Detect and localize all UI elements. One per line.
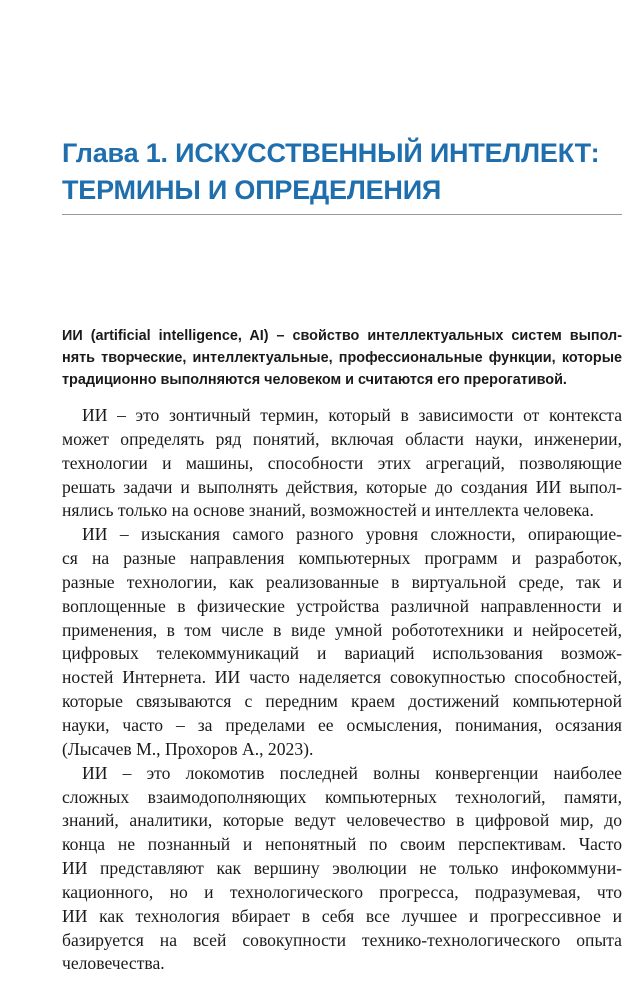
paragraph-line: (Лысачев М., Прохоров А., 2023). [62,738,314,759]
paragraph-line: разные технологии, как реализованные в виртуальной среде, так и [62,571,622,592]
paragraph-line: воплощенные в физические устройства различной направленности и [62,595,622,616]
chapter-title-line: ТЕРМИНЫ И ОПРЕДЕЛЕНИЯ [62,175,442,205]
paragraph-line: применения, в том числе в виде умной робототехники и нейросетей, [62,619,622,640]
paragraph-line: ИИ как технология вбирает в себя все лучшее и прогрессивное и [62,905,622,926]
paragraph-line: ИИ – изыскания самого разного уровня сложности, опирающие- [82,524,622,545]
paragraph-line: ностей Интернета. ИИ часто наделяется совокупностью способностей, [62,667,622,688]
paragraph-line: базируется на всей совокупности технико-технологического опыта [62,929,622,950]
paragraph-line: может определять ряд понятий, включая области науки, инженерии, [62,428,622,449]
title-divider [62,214,622,215]
paragraph-line: ИИ представляют как вершину эволюции не только инфокоммуни- [62,858,622,879]
paragraph-line: знаний, аналитики, которые ведут человечество в цифровой мир, до [62,810,622,831]
paragraph-line: кационного, но и технологического прогресса, подразумевая, что [62,881,622,902]
paragraph-line: цифровых телекоммуникаций и вариаций использования возмож- [62,643,622,664]
paragraph-line: ИИ – это локомотив последней волны конвергенции наиболее [82,762,622,783]
paragraph-2 [62,523,622,761]
paragraph-line: сложных взаимодополняющих компьютерных технологий, памяти, [62,786,622,807]
paragraph-line: человечества. [62,953,165,974]
body-text [62,404,622,976]
paragraph-3 [62,762,622,977]
chapter-title [62,135,622,209]
paragraph-line: нялись только на основе знаний, возможностей и интеллекта человека. [62,500,594,521]
paragraph-line: ИИ – это зонтичный термин, который в зависимости от контекста [82,405,622,425]
paragraph-line: технологии и машины, способности этих агрегаций, позволяющие [62,452,622,473]
chapter-title-line: Глава 1. ИСКУССТВЕННЫЙ ИНТЕЛЛЕКТ: [62,138,600,168]
paragraph-line: решать задачи и выполнять действия, которые до создания ИИ выпол- [62,476,622,497]
definition-line: нять творческие, интеллектуальные, профессиональные функции, которые [62,350,622,366]
paragraph-line: которые связываются с передним краем достижений компьютерной [62,691,622,712]
ai-definition [62,325,622,391]
paragraph-line: конца не познанный и непонятный по своим перспективам. Часто [62,834,622,855]
paragraph-1 [62,404,622,523]
definition-line: ИИ (artificial intelligence, AI) – свойство интеллектуальных систем выпол- [62,328,622,344]
definition-line: традиционно выполняются человеком и считаются его прерогативой. [62,372,567,388]
paragraph-line: ся на разные направления компьютерных программ и разработок, [62,548,622,569]
paragraph-line: науки, часто – за пределами ее осмысления, понимания, осязания [62,714,622,735]
